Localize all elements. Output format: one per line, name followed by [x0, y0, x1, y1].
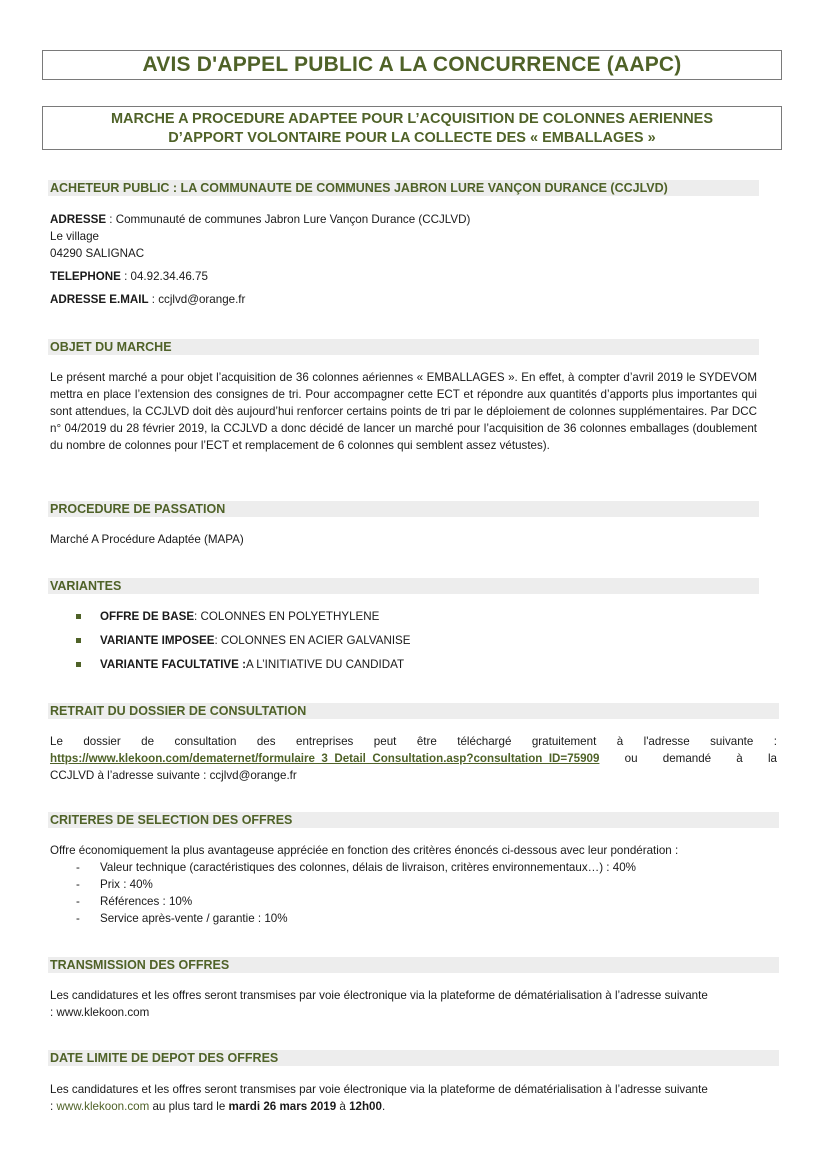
- adresse-line-3: 04290 SALIGNAC: [50, 247, 145, 260]
- dash-bullet: -: [76, 878, 80, 891]
- date-limite-end: .: [381, 1100, 386, 1113]
- transmission-line-2: : www.klekoon.com: [50, 1006, 150, 1019]
- variante-label: OFFRE DE BASE: [100, 610, 195, 623]
- sub-title-line-1: MARCHE A PROCEDURE ADAPTEE POUR L’ACQUISITION DE COLONNES AERIENNES: [110, 111, 714, 127]
- date-limite-middle: au plus tard le: [149, 1100, 229, 1113]
- retrait-line-1: Le dossier de consultation des entreprises peut être téléchargé gratuitement à l'adresse suivante :: [50, 735, 777, 748]
- retrait-line-2: [50, 750, 777, 767]
- list-item: [50, 893, 777, 910]
- date-limite-prefix: :: [50, 1100, 57, 1113]
- critere-text: Service après-vente / garantie : 10%: [100, 912, 288, 925]
- retrait-text: [50, 733, 777, 784]
- critere-text: Prix : 40%: [100, 878, 153, 891]
- variante-value: A L’INITIATIVE DU CANDIDAT: [245, 658, 405, 671]
- dash-bullet: -: [76, 861, 80, 874]
- telephone-label: TELEPHONE: [50, 270, 121, 283]
- telephone-value: : 04.92.34.46.75: [120, 270, 208, 283]
- klekoon-consultation-link[interactable]: https://www.klekoon.com/dematernet/formulaire_3_Detail_Consultation.asp?consultation_ID=75909: [50, 752, 600, 765]
- adresse-label: ADRESSE: [50, 213, 107, 226]
- retrait-line-3: CCJLVD à l’adresse suivante : ccjlvd@orange.fr: [50, 769, 297, 782]
- email-row: [50, 291, 245, 308]
- dash-bullet: -: [76, 895, 80, 908]
- sub-title: [42, 106, 782, 150]
- acheteur-address-block: [50, 211, 770, 262]
- square-bullet-icon: [76, 638, 81, 643]
- deadline-time: 12h00: [349, 1100, 382, 1113]
- email-label: ADRESSE E.MAIL: [50, 293, 149, 306]
- critere-text: Références : 10%: [100, 895, 193, 908]
- section-heading-criteres: CRITERES DE SELECTION DES OFFRES: [48, 812, 779, 828]
- section-heading-retrait: RETRAIT DU DOSSIER DE CONSULTATION: [48, 703, 779, 719]
- section-heading-variantes: VARIANTES: [48, 578, 759, 594]
- section-heading-acheteur: ACHETEUR PUBLIC : LA COMMUNAUTE DE COMMUNES JABRON LURE VANÇON DURANCE (CCJLVD): [48, 180, 759, 196]
- variante-value: : COLONNES EN ACIER GALVANISE: [214, 634, 411, 647]
- klekoon-site-link[interactable]: www.klekoon.com: [56, 1100, 150, 1113]
- section-heading-date-limite: DATE LIMITE DE DEPOT DES OFFRES: [48, 1050, 779, 1066]
- sub-title-line-2: D’APPORT VOLONTAIRE POUR LA COLLECTE DES « EMBALLAGES »: [168, 130, 656, 146]
- transmission-text: [50, 987, 777, 1021]
- date-limite-line-1: Les candidatures et les offres seront transmises par voie électronique via la plateforme de dématérialisation à l’adresse suivante: [50, 1083, 708, 1096]
- variante-label: VARIANTE IMPOSEE: [100, 634, 215, 647]
- transmission-line-1: Les candidatures et les offres seront transmises par voie électronique via la plateforme de dématérialisation à l’adresse suivante: [50, 989, 708, 1002]
- deadline-date: mardi 26 mars 2019: [228, 1100, 337, 1113]
- list-item: [50, 876, 777, 893]
- criteres-block: [50, 842, 777, 927]
- dash-bullet: -: [76, 912, 80, 925]
- adresse-value: : Communauté de communes Jabron Lure Vançon Durance (CCJLVD): [106, 213, 471, 226]
- objet-text: Le présent marché a pour objet l’acquisition de 36 colonnes aériennes « EMBALLAGES ». En effet, à compter d’avril 2019 le SYDEVOM mettra en place l’extension des consignes de tri. Pour accompagner cette ECT et répondre aux quantités d’apports plus importantes qui sont attendues, la CCJLVD doit dès aujourd’hui renforcer certains points de tri par le déploiement de colonnes supplémentaires. Par DCC n° 04/2019 du 28 février 2019, la CCJLVD a donc décidé de lancer un marché pour l’acquisition de 36 colonnes emballages (doublement du nombre de colonnes pour l’ECT et remplacement de 6 colonnes qui semblent assez vétustes).: [50, 371, 757, 452]
- telephone-row: [50, 268, 208, 285]
- section-heading-transmission: TRANSMISSION DES OFFRES: [48, 957, 779, 973]
- criteres-intro: Offre économiquement la plus avantageuse appréciée en fonction des critères énoncés ci-dessous avec leur pondération :: [50, 844, 679, 857]
- section-heading-objet: OBJET DU MARCHE: [48, 339, 759, 355]
- variante-label: VARIANTE FACULTATIVE :: [100, 658, 246, 671]
- list-item: [50, 910, 777, 927]
- date-limite-a: à: [336, 1100, 350, 1113]
- list-item: [50, 859, 777, 876]
- date-limite-line-2: [50, 1098, 777, 1115]
- adresse-line-2: Le village: [50, 230, 99, 243]
- section-heading-procedure: PROCEDURE DE PASSATION: [48, 501, 759, 517]
- procedure-text: Marché A Procédure Adaptée (MAPA): [50, 533, 244, 546]
- date-limite-text: [50, 1081, 777, 1115]
- square-bullet-icon: [76, 614, 81, 619]
- variante-item: [76, 608, 379, 625]
- main-title: AVIS D'APPEL PUBLIC A LA CONCURRENCE (AAPC): [42, 50, 782, 80]
- email-value: : ccjlvd@orange.fr: [148, 293, 246, 306]
- square-bullet-icon: [76, 662, 81, 667]
- retrait-after-url: ou demandé à la: [599, 752, 777, 765]
- variante-item: [76, 656, 404, 673]
- critere-text: Valeur technique (caractéristiques des colonnes, délais de livraison, critères environnementaux…) : 40%: [100, 861, 636, 874]
- variante-value: : COLONNES EN POLYETHYLENE: [194, 610, 380, 623]
- variante-item: [76, 632, 411, 649]
